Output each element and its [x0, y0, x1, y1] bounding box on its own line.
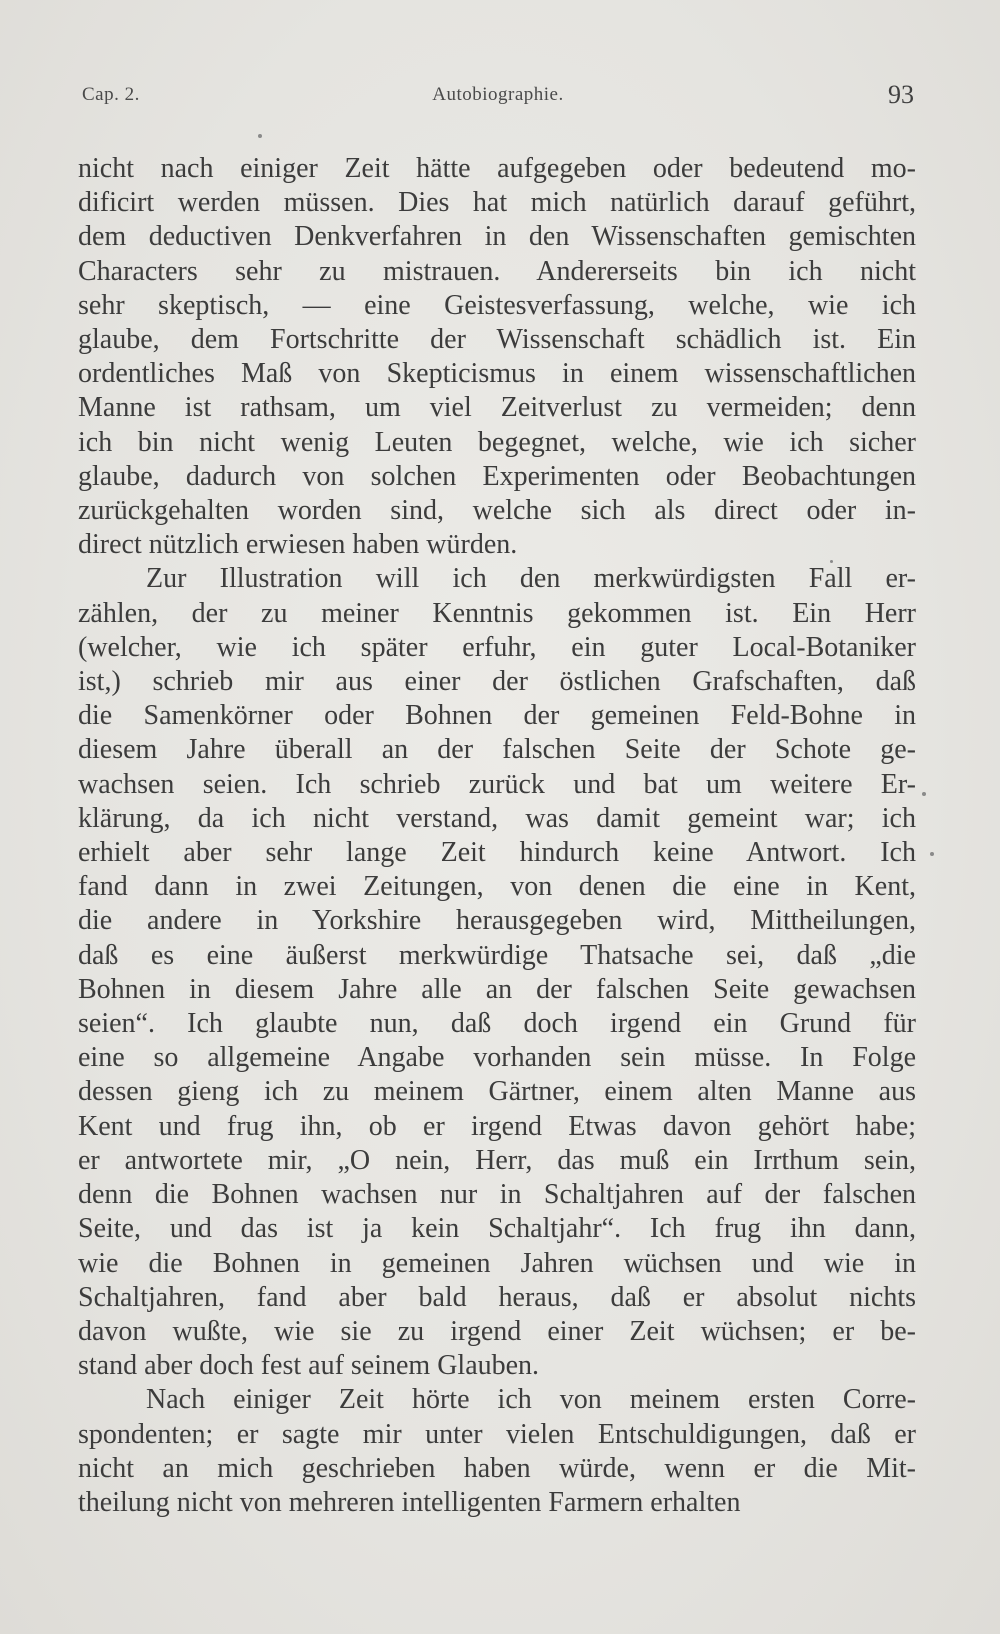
- text-line: (welcher, wie ich später erfuhr, ein guter Local-Botaniker: [78, 631, 916, 663]
- text-line: Seite, und das ist ja kein Schaltjahr“. Ich frug ihn dann,: [78, 1213, 916, 1245]
- text-line: daß es eine äußerst merkwürdige Thatsache sei, daß „die: [78, 939, 916, 971]
- text-line: Kent und frug ihn, ob er irgend Etwas davon gehört habe;: [78, 1110, 916, 1142]
- text-line: nicht an mich geschrieben haben würde, wenn er die Mit-: [78, 1452, 916, 1484]
- text-line: klärung, da ich nicht verstand, was damit gemeint war; ich: [78, 802, 916, 834]
- text-line: erhielt aber sehr lange Zeit hindurch keine Antwort. Ich: [78, 837, 916, 869]
- text-line: fand dann in zwei Zeitungen, von denen die eine in Kent,: [78, 871, 916, 903]
- text-line: davon wußte, wie sie zu irgend einer Zeit wüchsen; er be-: [78, 1315, 916, 1347]
- text-line: glaube, dadurch von solchen Experimenten oder Beobachtungen: [78, 460, 916, 492]
- text-line: dificirt werden müssen. Dies hat mich natürlich darauf geführt,: [78, 187, 916, 219]
- text-line: stand aber doch fest auf seinem Glauben.: [78, 1350, 540, 1382]
- text-line: die Samenkörner oder Bohnen der gemeinen Feld-Bohne in: [78, 700, 916, 732]
- text-line: dessen gieng ich zu meinem Gärtner, einem alten Manne aus: [78, 1076, 916, 1108]
- text-line: Characters sehr zu mistrauen. Andererseits bin ich nicht: [78, 255, 916, 287]
- text-line: denn die Bohnen wachsen nur in Schaltjahren auf der falschen: [78, 1179, 916, 1211]
- text-line: Nach einiger Zeit hörte ich von meinem ersten Corre-: [146, 1384, 916, 1416]
- text-line: seien“. Ich glaubte nun, daß doch irgend ein Grund für: [78, 1008, 916, 1040]
- body-text: [78, 152, 916, 1520]
- text-line: Bohnen in diesem Jahre alle an der falschen Seite gewachsen: [78, 973, 916, 1005]
- text-line: direct nützlich erwiesen haben würden.: [78, 529, 518, 561]
- paragraph: [78, 152, 916, 562]
- text-line: eine so allgemeine Angabe vorhanden sein müsse. In Folge: [78, 1042, 916, 1074]
- text-line: spondenten; er sagte mir unter vielen Entschuldigungen, daß er: [78, 1418, 916, 1450]
- text-line: glaube, dem Fortschritte der Wissenschaft schädlich ist. Ein: [78, 324, 916, 356]
- paragraph: [78, 1383, 916, 1520]
- text-line: theilung nicht von mehreren intelligenten Farmern erhalten: [78, 1486, 741, 1518]
- text-line: diesem Jahre überall an der falschen Seite der Schote ge-: [78, 734, 916, 766]
- text-line: zählen, der zu meiner Kenntnis gekommen ist. Ein Herr: [78, 597, 916, 629]
- chapter-label: Cap. 2.: [82, 84, 140, 105]
- text-line: sehr skeptisch, — eine Geistesverfassung, welche, wie ich: [78, 289, 916, 321]
- text-line: Manne ist rathsam, um viel Zeitverlust zu vermeiden; denn: [78, 392, 916, 424]
- paragraph: [78, 562, 916, 1383]
- paper-speck: [830, 560, 833, 563]
- paper-speck: [922, 792, 926, 796]
- text-line: ich bin nicht wenig Leuten begegnet, welche, wie ich sicher: [78, 426, 916, 458]
- running-title: Autobiographie.: [432, 84, 564, 105]
- text-line: nicht nach einiger Zeit hätte aufgegeben oder bedeutend mo-: [78, 153, 916, 184]
- text-line: er antwortete mir, „O nein, Herr, das muß ein Irrthum sein,: [78, 1144, 916, 1176]
- text-line: die andere in Yorkshire herausgegeben wird, Mittheilungen,: [78, 905, 916, 937]
- running-header: [82, 78, 914, 118]
- page-number: 93: [888, 80, 914, 109]
- text-line: Zur Illustration will ich den merkwürdigsten Fall er-: [146, 563, 916, 595]
- text-line: zurückgehalten worden sind, welche sich als direct oder in-: [78, 495, 916, 527]
- text-line: Schaltjahren, fand aber bald heraus, daß er absolut nichts: [78, 1281, 916, 1313]
- paper-speck: [930, 852, 934, 856]
- text-line: ist,) schrieb mir aus einer der östlichen Grafschaften, daß: [78, 666, 916, 698]
- text-line: wachsen seien. Ich schrieb zurück und bat um weitere Er-: [78, 768, 916, 800]
- paper-speck: [258, 134, 262, 138]
- text-line: dem deductiven Denkverfahren in den Wissenschaften gemischten: [78, 221, 916, 253]
- text-line: ordentliches Maß von Skepticismus in einem wissenschaftlichen: [78, 358, 916, 390]
- text-line: wie die Bohnen in gemeinen Jahren wüchsen und wie in: [78, 1247, 916, 1279]
